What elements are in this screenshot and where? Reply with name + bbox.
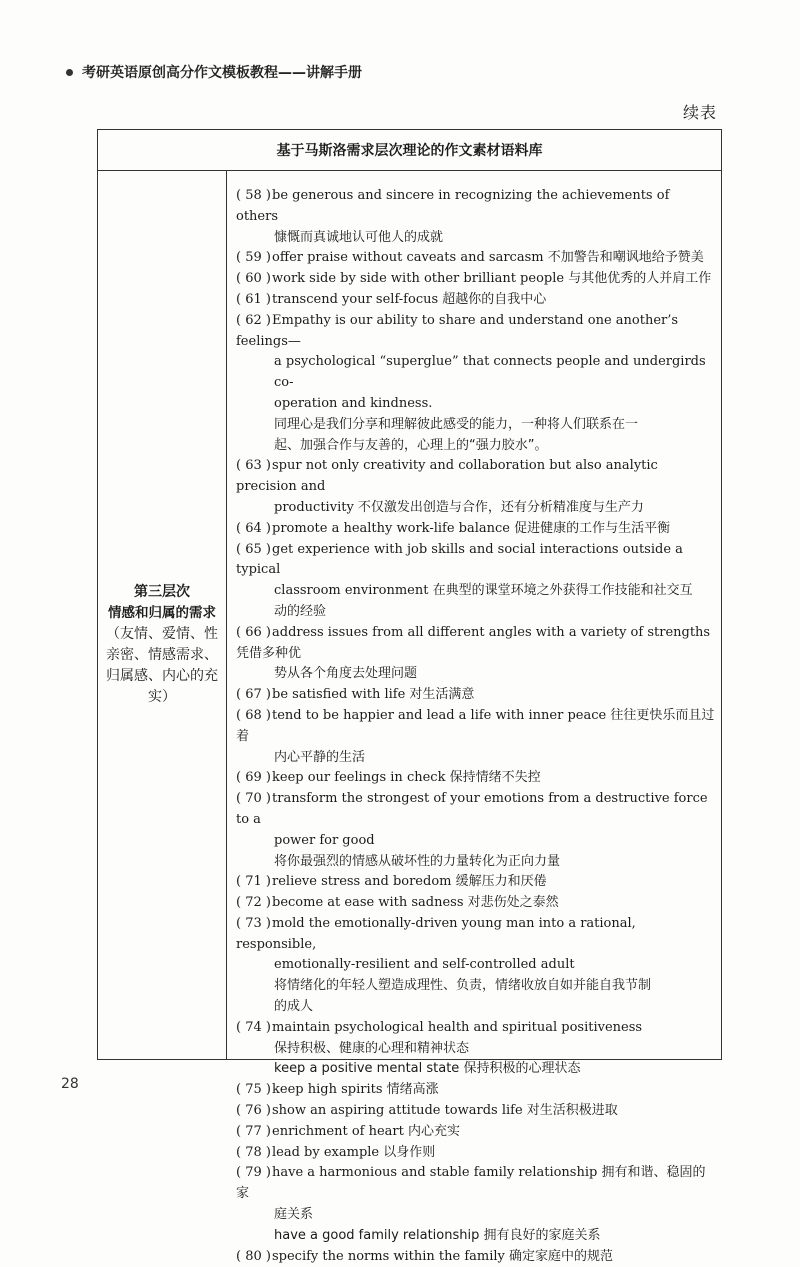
entry-number: ( 72 ) [236,895,271,911]
entry-text: show an aspiring attitude towards life 对生活积极进取 [272,1103,618,1119]
entry-text: be satisfied with life 对生活满意 [272,687,475,703]
category-detail: （友情、爱情、性亲密、情感需求、归属感、内心的充实） [106,626,218,705]
corpus-entry [236,872,715,893]
entry-number: ( 60 ) [236,271,271,287]
entry-number: ( 70 ) [236,791,271,807]
corpus-entry [236,186,715,248]
entry-number: ( 65 ) [236,541,271,557]
corpus-entry [236,706,715,768]
entry-text: power for good [274,832,375,848]
entry-text: Empathy is our ability to share and understand one another’s feelings— [236,312,679,349]
entry-text: promote a healthy work-life balance 促进健康的工作与生活平衡 [272,520,671,536]
entry-number: ( 67 ) [236,687,271,703]
entry-number: ( 64 ) [236,520,271,536]
entry-translation: 起、加强合作与友善的，心理上的“强力胶水”。 [274,437,548,453]
entry-text: offer praise without caveats and sarcasm 不加警告和嘲讽地给予赞美 [272,250,704,266]
entry-text: transcend your self-focus 超越你的自我中心 [272,291,547,307]
entry-text: emotionally-resilient and self-controlled adult [274,957,575,973]
entry-number: ( 78 ) [236,1144,271,1160]
entry-text: get experience with job skills and social interactions outside a typical [236,541,683,578]
entry-number: ( 71 ) [236,874,271,890]
entry-text: keep our feelings in check 保持情绪不失控 [272,770,541,786]
entry-translation: have a good family relationship 拥有良好的家庭关系 [274,1227,601,1243]
entry-text: 动的经验 [274,603,327,619]
category-cell [98,582,226,708]
entry-text: enrichment of heart 内心充实 [272,1123,460,1139]
corpus-entry [236,540,715,623]
running-header [66,62,362,82]
entry-number: ( 68 ) [236,707,271,723]
entry-number: ( 75 ) [236,1082,271,1098]
entry-number: ( 59 ) [236,250,271,266]
entry-translation: 将情绪化的年轻人塑造成理性、负责，情绪收放自如并能自我节制 [274,978,652,994]
entry-text: specify the norms within the family 确定家庭中的规范 [272,1248,614,1264]
corpus-entry [236,893,715,914]
entry-text: be generous and sincere in recognizing the achievements of others [236,188,670,224]
entry-translation: 慷慨而真诚地认可他人的成就 [274,229,444,245]
entry-number: ( 62 ) [236,312,271,328]
entry-text: work side by side with other brilliant people 与其他优秀的人并肩工作 [272,271,712,287]
category-name: 情感和归属的需求 [108,605,216,621]
entry-number: ( 80 ) [236,1248,271,1264]
entry-translation: 的成人 [274,999,314,1015]
corpus-entry [236,789,715,872]
entry-translation: 保持积极、健康的心理和精神状态 [274,1040,470,1056]
entry-text: lead by example 以身作则 [272,1144,436,1160]
bullet-dot-icon [66,69,73,76]
entry-translation: 同理心是我们分享和理解彼此感受的能力，一种将人们联系在一 [274,416,639,432]
entry-text: address issues from all different angles with a variety of strengths 凭借多种优 [236,624,711,661]
entry-number: ( 79 ) [236,1165,271,1181]
corpus-table [97,129,722,1264]
corpus-entry [236,456,715,518]
entry-text: tend to be happier and lead a life with inner peace 往往更快乐而且过着 [236,707,715,744]
corpus-entry [236,623,715,685]
corpus-entry [236,685,715,706]
corpus-entry [236,311,715,457]
corpus-entry [236,290,715,311]
entry-number: ( 61 ) [236,291,271,307]
entry-text: 庭关系 [274,1207,314,1223]
corpus-entry [236,1080,715,1101]
corpus-entry [236,1122,715,1143]
corpus-entry [236,768,715,789]
corpus-entry [236,1163,715,1246]
entry-number: ( 77 ) [236,1123,271,1139]
entry-text: productivity 不仅激发出创造与合作，还有分析精准度与生产力 [274,499,644,515]
corpus-entry [236,1018,715,1080]
category-level: 第三层次 [134,584,190,600]
entry-text: keep high spirits 情绪高涨 [272,1082,439,1098]
entry-text: mold the emotionally-driven young man into a rational, responsible, [236,915,636,952]
corpus-entry [236,914,715,1018]
entry-text: become at ease with sadness 对悲伤处之泰然 [272,895,559,911]
continued-label: 续表 [682,103,717,122]
entry-text: spur not only creativity and collaboration but also analytic precision and [236,458,658,495]
corpus-entry [236,1143,715,1164]
entry-translation: 将你最强烈的情感从破坏性的力量转化为正向力量 [274,853,561,869]
category-column [98,170,227,1059]
page-number: 28 [61,1076,79,1092]
corpus-entry [236,519,715,540]
entries-column [236,186,715,1267]
entry-text: have a harmonious and stable family relationship 拥有和谐、稳固的家 [236,1165,706,1202]
entry-text: relieve stress and boredom 缓解压力和厌倦 [272,874,547,890]
entry-text: a psychological “superglue” that connects people and undergirds co- [274,354,706,391]
entry-text: classroom environment 在典型的课堂环境之外获得工作技能和社交互 [274,583,693,599]
entry-number: ( 58 ) [236,188,271,203]
entry-number: ( 74 ) [236,1019,271,1035]
entry-text: 势从各个角度去处理问题 [274,666,418,682]
entry-translation: keep a positive mental state 保持积极的心理状态 [274,1061,581,1077]
entry-text: 内心平静的生活 [274,749,366,765]
table-title: 基于马斯洛需求层次理论的作文素材语料库 [98,130,721,171]
corpus-entry [236,1101,715,1122]
corpus-entry [236,1247,715,1267]
entry-text: operation and kindness. [274,395,433,411]
corpus-entry [236,269,715,290]
corpus-entry [236,248,715,269]
entry-text: maintain psychological health and spiritual positiveness [272,1019,643,1035]
entry-number: ( 73 ) [236,915,271,931]
entry-number: ( 63 ) [236,458,271,474]
entry-number: ( 76 ) [236,1103,271,1119]
entry-number: ( 66 ) [236,624,271,640]
header-title: 考研英语原创高分作文模板教程——讲解手册 [82,65,362,81]
entry-number: ( 69 ) [236,770,271,786]
entry-text: transform the strongest of your emotions from a destructive force to a [236,791,708,827]
